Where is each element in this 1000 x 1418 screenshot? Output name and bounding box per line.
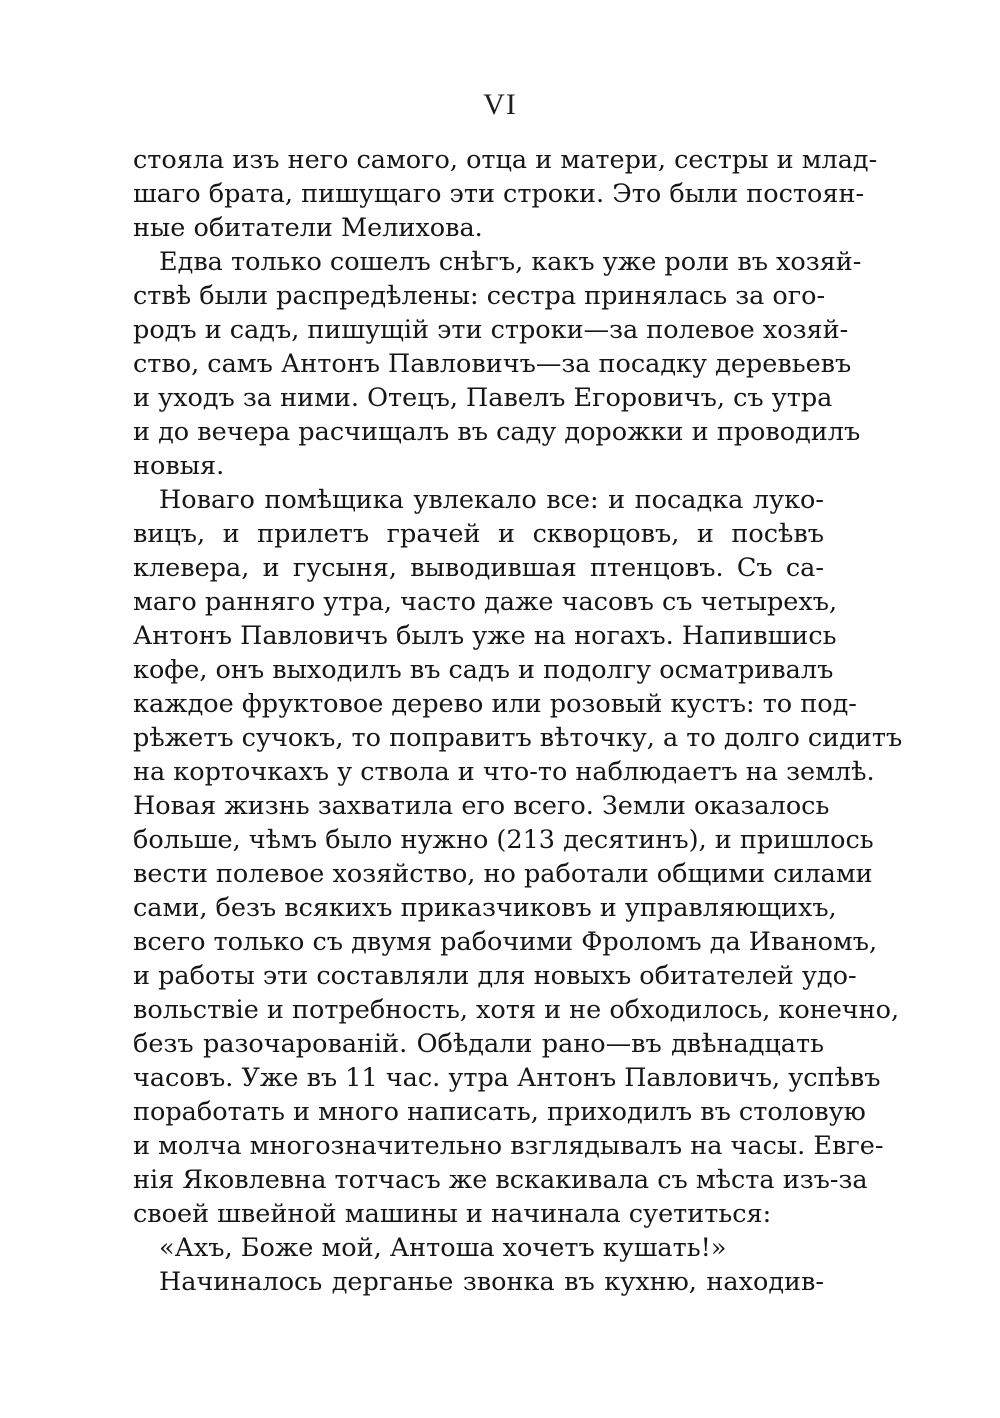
text-line: вицъ, и прилетъ грачей и скворцовъ, и посѣвъ [133, 519, 824, 549]
text-line: кофе, онъ выходилъ въ садъ и подолгу осматривалъ [133, 655, 834, 685]
text-line: маго ранняго утра, часто даже часовъ съ четырехъ, [133, 587, 838, 617]
text-line: безъ разочарованій. Обѣдали рано—въ двѣнадцать [133, 1029, 824, 1059]
text-line: ствѣ были распредѣлены: сестра принялась за ого- [133, 281, 826, 311]
text-line: рѣжетъ сучокъ, то поправитъ вѣточку, а то долго сидитъ [133, 723, 903, 753]
text-line: вольствіе и потребность, хотя и не обходилось, конечно, [133, 995, 900, 1025]
text-line: на корточкахъ у ствола и что-то наблюдаетъ на землѣ. [133, 757, 875, 787]
text-line: поработать и много написать, приходилъ въ столовую [133, 1097, 866, 1127]
text-line: клевера, и гусыня, выводившая птенцовъ. Съ са- [133, 553, 824, 583]
text-line: всего только съ двумя рабочими Фроломъ да Иваномъ, [133, 927, 878, 957]
text-line: и работы эти составляли для новыхъ обитателей удо- [133, 961, 857, 991]
text-line: своей швейной машины и начинала суетиться: [133, 1199, 772, 1229]
paragraph-4-quote [133, 1231, 824, 1265]
text-line: сами, безъ всякихъ приказчиковъ и управляющихъ, [133, 893, 837, 923]
text-line: нія Яковлевна тотчасъ же вскакивала съ мѣста изъ-за [133, 1165, 868, 1195]
text-line: Новая жизнь захватила его всего. Земли оказалось [133, 791, 830, 821]
paragraph-1 [133, 143, 878, 245]
text-line: «Ахъ, Боже мой, Антоша хочетъ кушать!» [159, 1233, 727, 1263]
text-line: и уходъ за ними. Отецъ, Павелъ Егоровичъ, съ утра [133, 383, 833, 413]
text-line: родъ и садъ, пишущій эти строки—за полевое хозяй- [133, 315, 849, 345]
text-line: шаго брата, пишущаго эти строки. Это были постоян- [133, 179, 865, 209]
text-line: Антонъ Павловичъ былъ уже на ногахъ. Напившись [133, 621, 837, 651]
text-line: и до вечера расчищалъ въ саду дорожки и проводилъ [133, 417, 861, 447]
text-line: стояла изъ него самого, отца и матери, сестры и млад- [133, 145, 878, 175]
text-line: ство, самъ Антонъ Павловичъ—за посадку деревьевъ [133, 349, 852, 379]
paragraph-3 [133, 483, 903, 1231]
paragraph-2 [133, 245, 862, 483]
text-line: Начиналось дерганье звонка въ кухню, находив- [159, 1267, 824, 1297]
page-number: VI [483, 88, 517, 121]
text-line: ные обитатели Мелихова. [133, 213, 483, 243]
text-line: новыя. [133, 451, 225, 481]
text-line: каждое фруктовое дерево или розовый кустъ: то под- [133, 689, 857, 719]
text-line: больше, чѣмъ было нужно (213 десятинъ), и пришлось [133, 825, 874, 855]
paragraph-5 [133, 1265, 824, 1299]
body-text [133, 143, 903, 1299]
text-line: Новаго помѣщика увлекало все: и посадка луко- [159, 485, 824, 515]
text-line: и молча многозначительно взглядывалъ на часы. Евге- [133, 1131, 884, 1161]
text-line: Едва только сошелъ снѣгъ, какъ уже роли въ хозяй- [159, 247, 862, 277]
text-line: часовъ. Уже въ 11 час. утра Антонъ Павловичъ, успѣвъ [133, 1063, 881, 1093]
text-line: вести полевое хозяйство, но работали общими силами [133, 859, 873, 889]
